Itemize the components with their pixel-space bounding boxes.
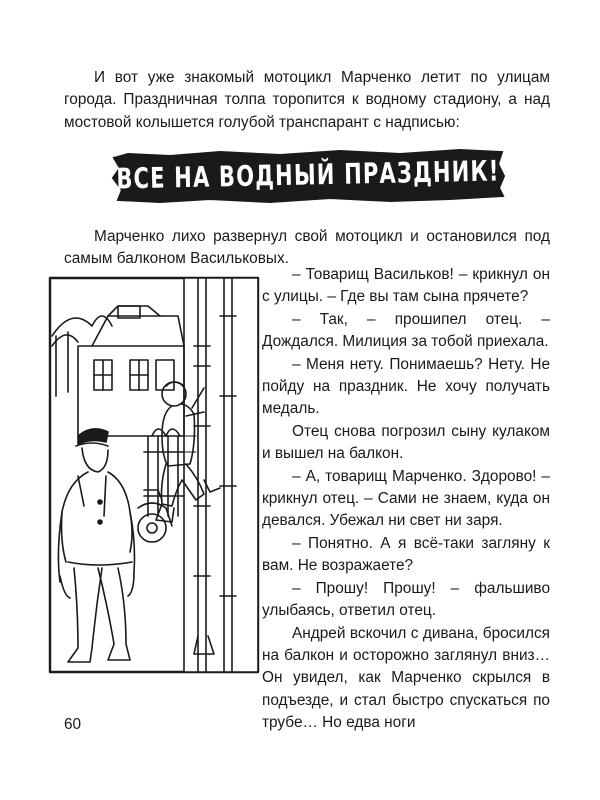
paragraph-2: Марченко лихо развернул свой мотоцикл и остановился под самым балконом Васильковых. (64, 228, 550, 268)
intro-paragraph-block (64, 67, 550, 134)
right-column-paragraph: – Прошу! Прошу! – фальшиво улыбаясь, ответил отец. (262, 579, 550, 620)
intro-paragraph: И вот уже знакомый мотоцикл Марченко летит по улицам города. Праздничная толпа торопится к водному стадиону, а над мостовой колышется голубой транспарант с надписью: (64, 69, 550, 131)
right-column-paragraph: Отец снова погрозил сыну кулаком и вышел на балкон. (262, 422, 550, 463)
right-column-paragraph: – А, товарищ Марченко. Здорово! – крикнул отец. – Сами не знаем, куда он девался. Убежал ни свет ни заря. (262, 467, 550, 530)
right-column-paragraph: – Товарищ Васильков! – крикнул он с улицы. – Где вы там сына прячете? (262, 266, 550, 306)
right-column-paragraph: – Так, – прошипел отец. – Дождался. Милиция за тобой приехала. (262, 310, 550, 351)
illustration (48, 276, 278, 676)
motorcycle (138, 490, 172, 542)
right-column-paragraph: – Меня нету. Понимаешь? Нету. Не пойду на праздник. Не хочу получать медаль. (262, 355, 550, 418)
page-number: 60 (64, 716, 82, 733)
right-column-paragraph: – Понятно. А я всё-таки загляну к вам. Не возражаете? (262, 534, 550, 575)
banner (110, 146, 506, 204)
right-column (262, 264, 550, 735)
banner-text: ВСЕ НА ВОДНЫЙ ПРАЗДНИК! (116, 154, 500, 196)
policeman (58, 429, 134, 662)
right-column-paragraph: Андрей вскочил с дивана, бросился на балкон и осторожно заглянул вниз… Он увидел, как Марченко скрылся в подъезде, и стал быстро спускаться по трубе… Но едва ноги (262, 624, 550, 732)
